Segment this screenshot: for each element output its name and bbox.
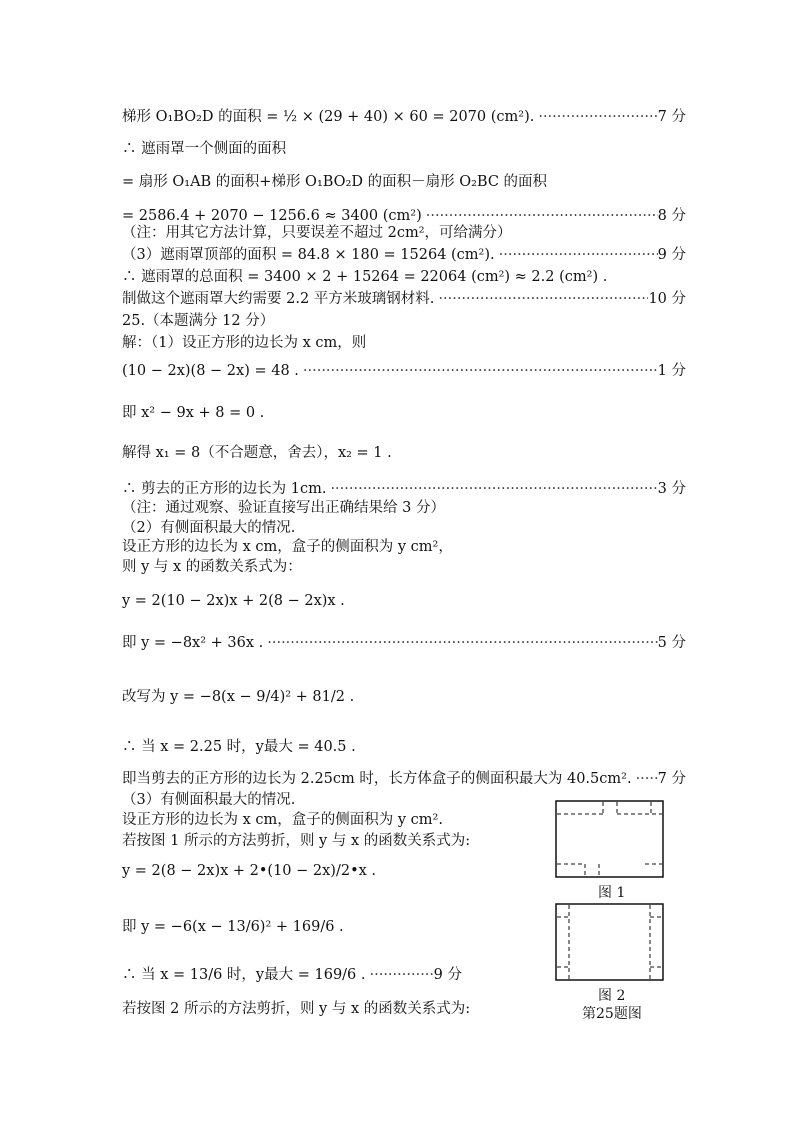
leader-dots (632, 770, 658, 788)
line-quadratic: 即 x² − 9x + 8 = 0 . (122, 405, 265, 421)
figure-1-caption: 图 1 (598, 885, 626, 901)
line-material-needed (122, 290, 686, 308)
leader-dots (434, 290, 648, 308)
line-text: （3）遮雨罩顶部的面积 = 84.8 × 180 = 15264 (cm²). (122, 247, 495, 263)
score-points: 3 分 (657, 481, 686, 497)
score-points: 9 分 (433, 967, 462, 983)
leader-dots (495, 246, 658, 264)
line-part-3-fig1-relation: 若按图 1 所示的方法剪折，则 y 与 x 的函数关系式为: (122, 833, 471, 849)
figure-1-diagram (555, 800, 665, 880)
line-part-3-fig1-max (122, 966, 462, 984)
score-points: 1 分 (657, 363, 686, 379)
score-points: 8 分 (657, 208, 686, 224)
line-part-2-simplified (122, 634, 686, 652)
figure-2-diagram (555, 903, 665, 983)
problem-figure-caption: 第25题图 (582, 1006, 642, 1022)
line-part-2-function: y = 2(10 − 2x)x + 2(8 − 2x)x . (122, 593, 345, 609)
leader-dots (366, 966, 434, 984)
line-side-area-heading: ∴ 遮雨罩一个侧面的面积 (122, 141, 287, 157)
line-side-area-formula: = 扇形 O₁AB 的面积+梯形 O₁BO₂D 的面积－扇形 O₂BC 的面积 (122, 174, 548, 190)
line-text: 梯形 O₁BO₂D 的面积 = ½ × (29 + 40) × 60 = 2070 (cm²). (122, 109, 535, 125)
line-equation-48 (122, 362, 686, 380)
line-top-area (122, 246, 686, 264)
line-note-2: （注：通过观察、验证直接写出正确结果给 3 分） (122, 500, 445, 516)
score-points: 7 分 (657, 771, 686, 787)
line-part-2-heading: （2）有侧面积最大的情况. (122, 520, 296, 536)
line-text: 即当剪去的正方形的边长为 2.25cm 时，长方体盒子的侧面积最大为 40.5cm². (122, 771, 632, 787)
line-total-area: ∴ 遮雨罩的总面积 = 3400 × 2 + 15264 = 22064 (cm²) ≈ 2.2 (cm²) . (122, 269, 608, 285)
line-part-3-heading: （3）有侧面积最大的情况. (122, 792, 296, 808)
line-text: (10 − 2x)(8 − 2x) = 48 . (122, 363, 299, 379)
line-part-2-max: ∴ 当 x = 2.25 时，y最大 = 40.5 . (122, 739, 356, 755)
line-text: 制做这个遮雨罩大约需要 2.2 平方米玻璃钢材料. (122, 291, 435, 307)
line-note-1: （注：用其它方法计算，只要误差不超过 2cm²，可给满分） (122, 225, 512, 241)
line-trapezoid-area (122, 108, 686, 126)
line-part-2-relation: 则 y 与 x 的函数关系式为： (122, 559, 302, 575)
line-problem-25-heading: 25.（本题满分 12 分） (122, 313, 275, 329)
leader-dots (534, 108, 657, 126)
line-part-2-vertex-form: 改写为 y = −8(x − 9/4)² + 81/2 . (122, 689, 355, 705)
line-text: ∴ 剪去的正方形的边长为 1cm. (122, 481, 327, 497)
leader-dots (299, 362, 658, 380)
leader-dots (263, 634, 657, 652)
score-points: 10 分 (648, 291, 686, 307)
score-points: 5 分 (657, 635, 686, 651)
line-side-area-value (122, 207, 686, 225)
score-points: 7 分 (657, 109, 686, 125)
line-text: 即 y = −8x² + 36x . (122, 635, 264, 651)
line-solution-start: 解：（1）设正方形的边长为 x cm，则 (122, 335, 367, 351)
line-part-2-setup: 设正方形的边长为 x cm，盒子的侧面积为 y cm²， (122, 539, 453, 555)
score-points: 9 分 (657, 247, 686, 263)
line-text: = 2586.4 + 2070 − 1256.6 ≈ 3400 (cm²) (122, 208, 422, 224)
leader-dots (422, 207, 658, 225)
line-part-3-fig1-vertex-form: 即 y = −6(x − 13/6)² + 169/6 . (122, 919, 344, 935)
figure-2-caption: 图 2 (598, 988, 626, 1004)
line-square-side-1cm (122, 480, 686, 498)
line-part-3-fig2-relation: 若按图 2 所示的方法剪折，则 y 与 x 的函数关系式为: (122, 1001, 471, 1017)
leader-dots (326, 480, 657, 498)
line-part-3-fig1-function: y = 2(8 − 2x)x + 2•(10 − 2x)/2•x . (122, 863, 377, 879)
line-part-2-conclusion (122, 770, 686, 788)
line-text: ∴ 当 x = 13/6 时，y最大 = 169/6 . (122, 967, 366, 983)
line-roots: 解得 x₁ = 8（不合题意，舍去），x₂ = 1 . (122, 445, 392, 461)
line-part-3-setup: 设正方形的边长为 x cm，盒子的侧面积为 y cm². (122, 812, 443, 828)
